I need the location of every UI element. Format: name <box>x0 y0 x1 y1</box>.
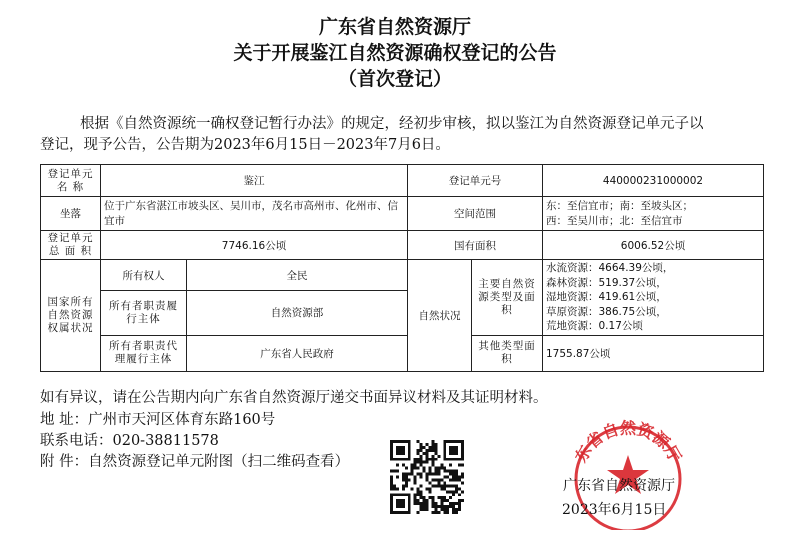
location-value: 位于广东省湛江市坡头区、吴川市，茂名市高州市、化州市、信宜市 <box>101 197 408 231</box>
resource-item <box>546 276 760 291</box>
resource-name: 森林资源： <box>546 276 599 289</box>
resource-area: 0.17公顷 <box>598 320 643 332</box>
unit-name-value: 鉴江 <box>101 165 408 197</box>
phone-line: 联系电话：020-38811578 <box>40 433 219 449</box>
space-range-value <box>543 197 764 231</box>
owner-value: 全民 <box>187 260 408 291</box>
total-area-label: 登记单元总 面 积 <box>41 231 101 260</box>
resource-area: 4664.39公顷， <box>598 262 674 274</box>
unit-no-value: 440000231000002 <box>543 165 764 197</box>
main-types-label: 主要自然资源类型及面积 <box>472 260 543 336</box>
nature-label: 自然状况 <box>408 260 472 372</box>
issuing-organization: 广东省自然资源厅 <box>563 478 675 494</box>
location-label: 坐落 <box>41 197 101 231</box>
resource-list <box>543 260 764 336</box>
resource-area: 419.61公顷， <box>598 291 667 303</box>
intro-paragraph-line-1: 根据《自然资源统一确权登记暂行办法》的规定，经初步审核，拟以鉴江为自然资源登记单元子以 <box>80 116 704 132</box>
total-area-value: 7746.16公顷 <box>101 231 408 260</box>
notice-title: 广东省自然资源厅 <box>318 16 471 38</box>
state-area-label: 国有面积 <box>408 231 543 260</box>
resource-name: 湿地资源： <box>546 291 599 303</box>
resource-name: 荒地资源： <box>546 320 599 332</box>
resource-area: 519.37公顷， <box>598 276 667 289</box>
resource-item <box>546 305 760 320</box>
resource-name: 草原资源： <box>546 305 599 318</box>
attachment-line: 附 件：自然资源登记单元附图（扫二维码查看） <box>40 454 350 470</box>
resource-area: 386.75公顷， <box>598 305 667 318</box>
space-range-line-1: 东：至信宜市；南：至坡头区； <box>546 200 693 212</box>
issue-date: 2023年6月15日 <box>562 502 667 518</box>
resource-name: 水流资源： <box>546 262 599 274</box>
duty-holder-label: 所有者职责履行主体 <box>101 291 187 335</box>
notice-type: （首次登记） <box>337 68 452 90</box>
other-type-value: 1755.87公顷 <box>543 335 764 371</box>
duty-holder-value: 自然资源部 <box>187 291 408 335</box>
objection-note: 如有异议，请在公告期内向广东省自然资源厅递交书面异议材料及其证明材料。 <box>40 390 548 406</box>
registration-table <box>40 164 764 372</box>
agent-holder-value: 广东省人民政府 <box>187 335 408 371</box>
space-range-line-2: 西：至吴川市；北：至信宜市 <box>546 214 683 227</box>
space-range-label: 空间范围 <box>408 197 543 231</box>
agent-holder-label: 所有者职责代理履行主体 <box>101 335 187 371</box>
address-line: 地 址：广州市天河区体育东路160号 <box>40 412 276 428</box>
intro-paragraph-line-2: 登记，现予公告，公告期为2023年6月15日－2023年7月6日。 <box>40 137 450 153</box>
resource-item <box>546 261 760 276</box>
notice-subtitle: 关于开展鉴江自然资源确权登记的公告 <box>233 42 557 64</box>
seal-text: 东省自然资源厅 <box>571 418 685 466</box>
resource-item <box>546 319 760 334</box>
state-area-value: 6006.52公顷 <box>543 231 764 260</box>
resource-item <box>546 290 760 305</box>
unit-name-label: 登记单元名 称 <box>41 165 101 197</box>
ownership-label: 国家所有自然资源权属状况 <box>41 260 101 372</box>
owner-label: 所有权人 <box>101 260 187 291</box>
qr-code-icon[interactable] <box>390 440 464 514</box>
unit-no-label: 登记单元号 <box>408 165 543 197</box>
other-type-label: 其他类型面 积 <box>472 335 543 371</box>
